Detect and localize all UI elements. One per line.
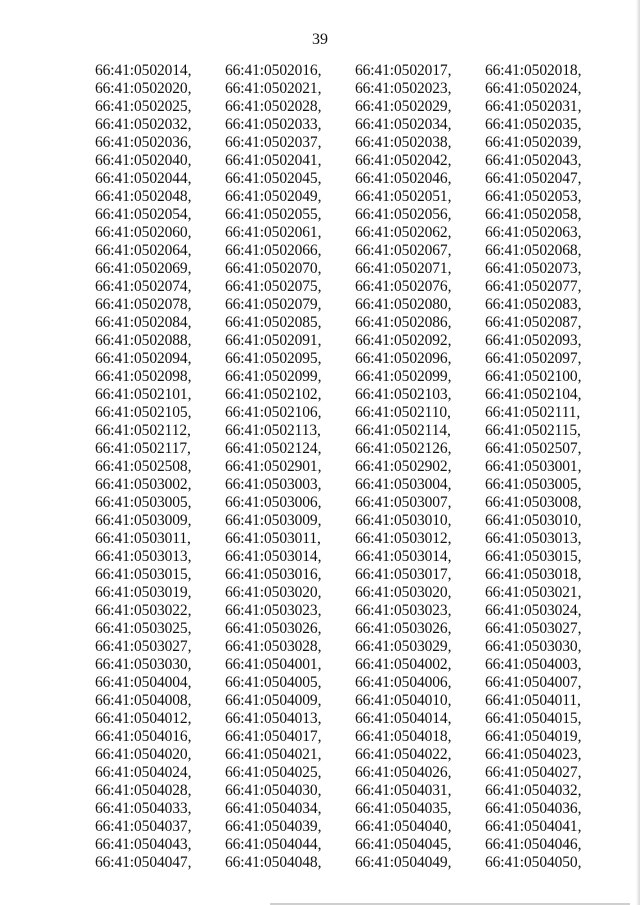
cadastral-number-cell: 66:41:0502054,: [95, 206, 192, 223]
cadastral-number-cell: 66:41:0502024,: [485, 80, 582, 97]
cadastral-number-cell: 66:41:0502073,: [485, 260, 582, 277]
cadastral-number-cell: 66:41:0502087,: [485, 314, 582, 331]
cadastral-number-cell: 66:41:0504017,: [225, 728, 322, 745]
cadastral-number-cell: 66:41:0502025,: [95, 98, 192, 115]
cadastral-number-cell: 66:41:0502098,: [95, 368, 192, 385]
cadastral-number-cell: 66:41:0502017,: [355, 62, 452, 79]
cadastral-number-cell: 66:41:0502033,: [225, 116, 322, 133]
cadastral-number-cell: 66:41:0502049,: [225, 188, 322, 205]
cadastral-number-cell: 66:41:0502060,: [95, 224, 192, 241]
cadastral-number-cell: 66:41:0503021,: [485, 584, 582, 601]
cadastral-number-cell: 66:41:0502021,: [225, 80, 322, 97]
cadastral-number-cell: 66:41:0502093,: [485, 332, 582, 349]
cadastral-number-cell: 66:41:0504032,: [485, 782, 582, 799]
cadastral-number-cell: 66:41:0502051,: [355, 188, 452, 205]
cadastral-number-cell: 66:41:0503024,: [485, 602, 582, 619]
cadastral-number-cell: 66:41:0502508,: [95, 458, 192, 475]
cadastral-number-cell: 66:41:0502507,: [485, 440, 582, 457]
cadastral-number-cell: 66:41:0504022,: [355, 746, 452, 763]
cadastral-number-cell: 66:41:0502124,: [225, 440, 322, 457]
cadastral-number-cell: 66:41:0504007,: [485, 674, 582, 691]
cadastral-number-cell: 66:41:0502067,: [355, 242, 452, 259]
cadastral-number-cell: 66:41:0503005,: [485, 476, 582, 493]
cadastral-number-cell: 66:41:0502068,: [485, 242, 582, 259]
cadastral-number-cell: 66:41:0502055,: [225, 206, 322, 223]
cadastral-number-cell: 66:41:0503028,: [225, 638, 322, 655]
cadastral-number-cell: 66:41:0502070,: [225, 260, 322, 277]
cadastral-number-cell: 66:41:0502095,: [225, 350, 322, 367]
cadastral-number-cell: 66:41:0503016,: [225, 566, 322, 583]
cadastral-number-cell: 66:41:0502083,: [485, 296, 582, 313]
cadastral-number-cell: 66:41:0504013,: [225, 710, 322, 727]
cadastral-number-cell: 66:41:0504043,: [95, 836, 192, 853]
cadastral-number-cell: 66:41:0503029,: [355, 638, 452, 655]
cadastral-number-cell: 66:41:0502106,: [225, 404, 322, 421]
cadastral-number-cell: 66:41:0504035,: [355, 800, 452, 817]
cadastral-number-cell: 66:41:0504028,: [95, 782, 192, 799]
cadastral-number-cell: 66:41:0503009,: [95, 512, 192, 529]
cadastral-number-cell: 66:41:0502084,: [95, 314, 192, 331]
cadastral-number-cell: 66:41:0503015,: [95, 566, 192, 583]
cadastral-number-cell: 66:41:0502045,: [225, 170, 322, 187]
cadastral-number-cell: 66:41:0502046,: [355, 170, 452, 187]
cadastral-number-cell: 66:41:0504015,: [485, 710, 582, 727]
cadastral-number-cell: 66:41:0502029,: [355, 98, 452, 115]
cadastral-number-cell: 66:41:0502064,: [95, 242, 192, 259]
cadastral-number-cell: 66:41:0502102,: [225, 386, 322, 403]
cadastral-number-cell: 66:41:0503022,: [95, 602, 192, 619]
cadastral-number-cell: 66:41:0504049,: [355, 854, 452, 871]
cadastral-number-cell: 66:41:0502071,: [355, 260, 452, 277]
cadastral-number-cell: 66:41:0503006,: [225, 494, 322, 511]
cadastral-number-cell: 66:41:0502036,: [95, 134, 192, 151]
cadastral-number-cell: 66:41:0502099,: [355, 368, 452, 385]
cadastral-number-cell: 66:41:0502086,: [355, 314, 452, 331]
cadastral-number-cell: 66:41:0503001,: [485, 458, 582, 475]
cadastral-number-cell: 66:41:0502023,: [355, 80, 452, 97]
cadastral-number-cell: 66:41:0503020,: [355, 584, 452, 601]
cadastral-number-cell: 66:41:0502058,: [485, 206, 582, 223]
cadastral-number-cell: 66:41:0502110,: [355, 404, 451, 421]
cadastral-number-cell: 66:41:0502041,: [225, 152, 322, 169]
cadastral-number-cell: 66:41:0504005,: [225, 674, 322, 691]
cadastral-number-cell: 66:41:0503010,: [355, 512, 452, 529]
cadastral-number-cell: 66:41:0502039,: [485, 134, 582, 151]
cadastral-number-cell: 66:41:0502056,: [355, 206, 452, 223]
cadastral-number-cell: 66:41:0504009,: [225, 692, 322, 709]
cadastral-number-cell: 66:41:0502112,: [95, 422, 191, 439]
cadastral-number-cell: 66:41:0504033,: [95, 800, 192, 817]
cadastral-number-cell: 66:41:0503023,: [225, 602, 322, 619]
cadastral-number-cell: 66:41:0502100,: [485, 368, 582, 385]
cadastral-number-cell: 66:41:0502066,: [225, 242, 322, 259]
cadastral-number-cell: 66:41:0502037,: [225, 134, 322, 151]
cadastral-number-cell: 66:41:0503011,: [95, 530, 191, 547]
cadastral-number-cell: 66:41:0503026,: [355, 620, 452, 637]
cadastral-number-cell: 66:41:0504023,: [485, 746, 582, 763]
cadastral-number-cell: 66:41:0504044,: [225, 836, 322, 853]
cadastral-number-cell: 66:41:0502097,: [485, 350, 582, 367]
cadastral-number-cell: 66:41:0502088,: [95, 332, 192, 349]
cadastral-number-cell: 66:41:0503027,: [485, 620, 582, 637]
cadastral-number-cell: 66:41:0502035,: [485, 116, 582, 133]
cadastral-number-cell: 66:41:0504019,: [485, 728, 582, 745]
cadastral-number-cell: 66:41:0502114,: [355, 422, 451, 439]
cadastral-number-cell: 66:41:0503015,: [485, 548, 582, 565]
cadastral-number-cell: 66:41:0502018,: [485, 62, 582, 79]
cadastral-number-cell: 66:41:0502069,: [95, 260, 192, 277]
cadastral-number-cell: 66:41:0504016,: [95, 728, 192, 745]
cadastral-number-cell: 66:41:0504027,: [485, 764, 582, 781]
cadastral-number-cell: 66:41:0502020,: [95, 80, 192, 97]
cadastral-number-cell: 66:41:0502053,: [485, 188, 582, 205]
cadastral-number-cell: 66:41:0503030,: [95, 656, 192, 673]
cadastral-number-cell: 66:41:0504018,: [355, 728, 452, 745]
cadastral-number-cell: 66:41:0502092,: [355, 332, 452, 349]
cadastral-number-cell: 66:41:0504021,: [225, 746, 322, 763]
cadastral-number-cell: 66:41:0504002,: [355, 656, 452, 673]
cadastral-number-cell: 66:41:0503030,: [485, 638, 582, 655]
cadastral-number-cell: 66:41:0502077,: [485, 278, 582, 295]
cadastral-number-cell: 66:41:0502901,: [225, 458, 322, 475]
cadastral-number-cell: 66:41:0502096,: [355, 350, 452, 367]
cadastral-number-cell: 66:41:0502902,: [355, 458, 452, 475]
cadastral-number-cell: 66:41:0502103,: [355, 386, 452, 403]
cadastral-number-cell: 66:41:0503014,: [355, 548, 452, 565]
cadastral-number-cell: 66:41:0504041,: [485, 818, 582, 835]
cadastral-number-cell: 66:41:0502014,: [95, 62, 192, 79]
cadastral-number-cell: 66:41:0503027,: [95, 638, 192, 655]
cadastral-number-cell: 66:41:0504025,: [225, 764, 322, 781]
cadastral-number-cell: 66:41:0503014,: [225, 548, 322, 565]
cadastral-number-cell: 66:41:0502105,: [95, 404, 192, 421]
page-number: 39: [312, 31, 328, 48]
cadastral-number-cell: 66:41:0504004,: [95, 674, 192, 691]
cadastral-number-cell: 66:41:0503020,: [225, 584, 322, 601]
cadastral-number-cell: 66:41:0504012,: [95, 710, 192, 727]
cadastral-number-cell: 66:41:0502043,: [485, 152, 582, 169]
cadastral-number-cell: 66:41:0502032,: [95, 116, 192, 133]
cadastral-number-cell: 66:41:0502028,: [225, 98, 322, 115]
cadastral-number-cell: 66:41:0502078,: [95, 296, 192, 313]
cadastral-number-cell: 66:41:0504014,: [355, 710, 452, 727]
cadastral-number-cell: 66:41:0503013,: [485, 530, 582, 547]
cadastral-number-cell: 66:41:0502080,: [355, 296, 452, 313]
cadastral-number-cell: 66:41:0503009,: [225, 512, 322, 529]
cadastral-number-cell: 66:41:0503025,: [95, 620, 192, 637]
cadastral-number-cell: 66:41:0504026,: [355, 764, 452, 781]
cadastral-number-cell: 66:41:0503019,: [95, 584, 192, 601]
cadastral-number-cell: 66:41:0504047,: [95, 854, 192, 871]
cadastral-number-cell: 66:41:0502079,: [225, 296, 322, 313]
cadastral-number-cell: 66:41:0503002,: [95, 476, 192, 493]
cadastral-number-cell: 66:41:0503013,: [95, 548, 192, 565]
cadastral-number-cell: 66:41:0504046,: [485, 836, 582, 853]
cadastral-number-cell: 66:41:0503011,: [225, 530, 321, 547]
cadastral-number-cell: 66:41:0502047,: [485, 170, 582, 187]
cadastral-number-cell: 66:41:0503012,: [355, 530, 452, 547]
cadastral-number-cell: 66:41:0503017,: [355, 566, 452, 583]
cadastral-number-cell: 66:41:0504036,: [485, 800, 582, 817]
cadastral-number-cell: 66:41:0502038,: [355, 134, 452, 151]
cadastral-number-cell: 66:41:0502113,: [225, 422, 321, 439]
cadastral-number-cell: 66:41:0504003,: [485, 656, 582, 673]
cadastral-number-cell: 66:41:0502094,: [95, 350, 192, 367]
cadastral-number-cell: 66:41:0504030,: [225, 782, 322, 799]
cadastral-number-cell: 66:41:0502016,: [225, 62, 322, 79]
cadastral-number-cell: 66:41:0502104,: [485, 386, 582, 403]
cadastral-number-cell: 66:41:0504050,: [485, 854, 582, 871]
cadastral-number-cell: 66:41:0502062,: [355, 224, 452, 241]
cadastral-number-table: [95, 62, 615, 872]
cadastral-number-cell: 66:41:0502031,: [485, 98, 582, 115]
cadastral-number-cell: 66:41:0502115,: [485, 422, 581, 439]
cadastral-number-cell: 66:41:0502044,: [95, 170, 192, 187]
cadastral-number-cell: 66:41:0502074,: [95, 278, 192, 295]
cadastral-number-cell: 66:41:0502042,: [355, 152, 452, 169]
cadastral-number-cell: 66:41:0504001,: [225, 656, 322, 673]
cadastral-number-cell: 66:41:0502085,: [225, 314, 322, 331]
cadastral-number-cell: 66:41:0503023,: [355, 602, 452, 619]
cadastral-number-cell: 66:41:0504031,: [355, 782, 452, 799]
cadastral-number-cell: 66:41:0502034,: [355, 116, 452, 133]
cadastral-number-cell: 66:41:0504039,: [225, 818, 322, 835]
cadastral-number-cell: 66:41:0504010,: [355, 692, 452, 709]
scan-edge-shadow: [636, 0, 640, 905]
cadastral-number-cell: 66:41:0502101,: [95, 386, 192, 403]
cadastral-number-cell: 66:41:0504045,: [355, 836, 452, 853]
cadastral-number-cell: 66:41:0503010,: [485, 512, 582, 529]
cadastral-number-cell: 66:41:0502111,: [485, 404, 581, 421]
cadastral-number-cell: 66:41:0504006,: [355, 674, 452, 691]
cadastral-number-cell: 66:41:0504037,: [95, 818, 192, 835]
cadastral-number-cell: 66:41:0503008,: [485, 494, 582, 511]
cadastral-number-cell: 66:41:0502076,: [355, 278, 452, 295]
cadastral-number-cell: 66:41:0503007,: [355, 494, 452, 511]
cadastral-number-cell: 66:41:0502040,: [95, 152, 192, 169]
cadastral-number-cell: 66:41:0504040,: [355, 818, 452, 835]
cadastral-number-cell: 66:41:0504024,: [95, 764, 192, 781]
cadastral-number-cell: 66:41:0502099,: [225, 368, 322, 385]
cadastral-number-cell: 66:41:0503004,: [355, 476, 452, 493]
cadastral-number-cell: 66:41:0504034,: [225, 800, 322, 817]
cadastral-number-cell: 66:41:0502075,: [225, 278, 322, 295]
cadastral-number-cell: 66:41:0503026,: [225, 620, 322, 637]
cadastral-number-cell: 66:41:0502061,: [225, 224, 322, 241]
cadastral-number-cell: 66:41:0503018,: [485, 566, 582, 583]
cadastral-number-cell: 66:41:0503003,: [225, 476, 322, 493]
cadastral-number-cell: 66:41:0503005,: [95, 494, 192, 511]
cadastral-number-cell: 66:41:0504008,: [95, 692, 192, 709]
cadastral-number-cell: 66:41:0502126,: [355, 440, 452, 457]
cadastral-number-cell: 66:41:0502048,: [95, 188, 192, 205]
cadastral-number-cell: 66:41:0504020,: [95, 746, 192, 763]
cadastral-number-cell: 66:41:0504048,: [225, 854, 322, 871]
cadastral-number-cell: 66:41:0502091,: [225, 332, 322, 349]
cadastral-number-cell: 66:41:0502063,: [485, 224, 582, 241]
cadastral-number-cell: 66:41:0504011,: [485, 692, 581, 709]
cadastral-number-cell: 66:41:0502117,: [95, 440, 191, 457]
